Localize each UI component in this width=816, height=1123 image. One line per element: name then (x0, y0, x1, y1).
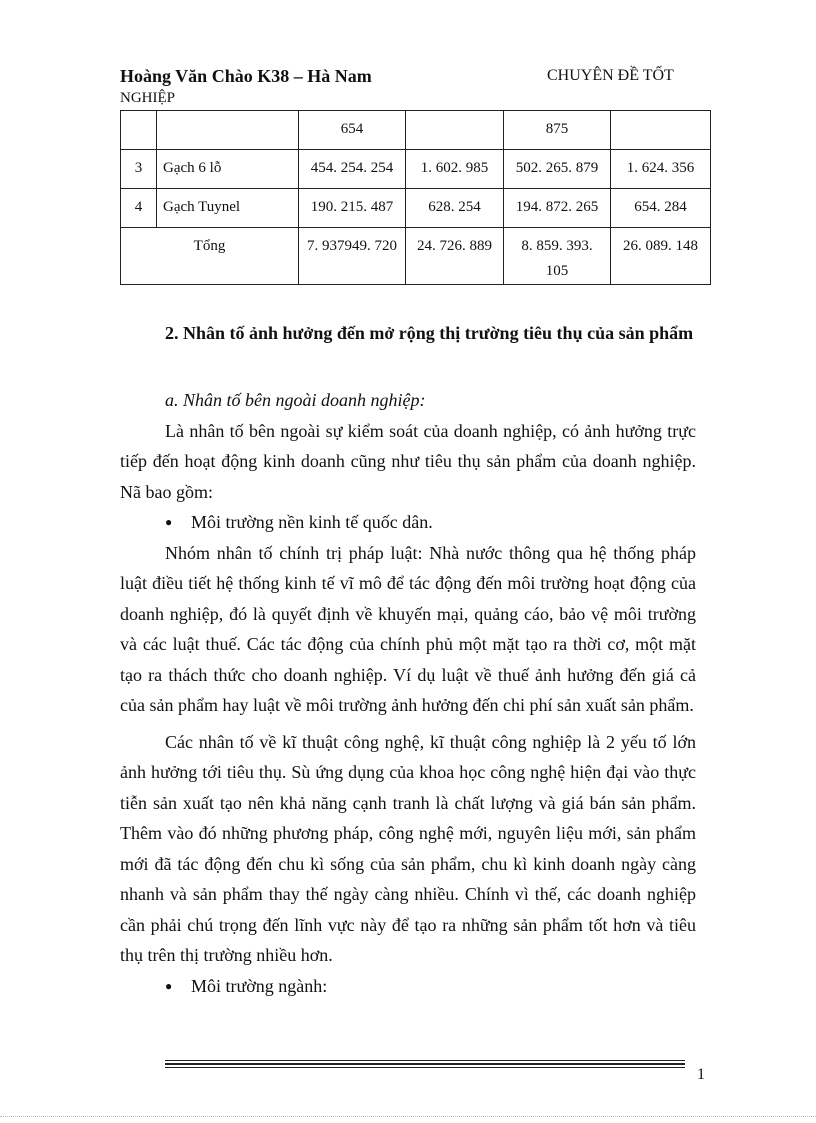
table-cell: 26. 089. 148 (611, 228, 711, 285)
page-boundary (0, 1116, 816, 1117)
bullet-item (120, 971, 696, 1002)
table-cell: 190. 215. 487 (299, 189, 406, 228)
section-content (120, 385, 696, 1001)
table-cell: Gạch Tuynel (157, 189, 299, 228)
table-cell (157, 111, 299, 150)
header-author: Hoàng Văn Chào K38 – Hà Nam (120, 66, 372, 86)
table-cell (121, 111, 157, 150)
table-cell: 654. 284 (611, 189, 711, 228)
table-cell: 654 (299, 111, 406, 150)
table-cell: 1. 624. 356 (611, 150, 711, 189)
table-cell: 194. 872. 265 (504, 189, 611, 228)
bullet-item (120, 507, 696, 538)
paragraph: Các nhân tố về kĩ thuật công nghệ, kĩ thuật công nghiệp là 2 yếu tố lớn ảnh hưởng tới tiêu thụ. Sù ứng dụng của khoa học công nghệ hiện đại vào thực tiễn sản xuất tạo nên khả năng cạnh tranh là chất lượng và giá bán sản phẩm. Thêm vào đó những phương pháp, công nghệ mới, nguyên liệu mới, sản phẩm mới đã tác động đến chu kì sống của sản phẩm, chu kì kinh doanh ngày càng nhanh và sản phẩm thay thế ngày càng nhiều. Chính vì thế, các doanh nghiệp cần phải chú trọng đến lĩnh vực này để tạo ra những sản phẩm tốt hơn và tiêu thụ trên thị trường nhiều hơn. (120, 731, 696, 965)
table-cell: 4 (121, 189, 157, 228)
table-cell: 3 (121, 150, 157, 189)
paragraph: Nhóm nhân tố chính trị pháp luật: Nhà nước thông qua hệ thống pháp luật điều tiết hệ thống kinh tế vĩ mô để tác động đến môi trường hoạt động của doanh nghiệp, đó là quyết định về khuyến mại, quảng cáo, bảo vệ môi trường và các luật thuế. Các tác động của chính phủ một mặt tạo ra thời cơ, một mặt tạo ra thách thức cho doanh nghiệp. Ví dụ luật về thuế ảnh hưởng đến giá cả của sản phẩm hay luật về môi trường ảnh hưởng đến chi phí sản xuất sản phẩm. (120, 542, 696, 715)
table-cell: 8. 859. 393. 105 (504, 228, 611, 285)
subheading: a. Nhân tố bên ngoài doanh nghiệp: (165, 390, 426, 410)
data-table (120, 110, 711, 285)
bullet-dot-icon: ● (165, 978, 173, 993)
table-cell: 24. 726. 889 (406, 228, 504, 285)
table-cell: 628. 254 (406, 189, 504, 228)
header-title-continued: NGHIỆP (120, 90, 175, 106)
table-row (121, 111, 711, 150)
table-cell: 7. 937949. 720 (299, 228, 406, 285)
table-cell: 502. 265. 879 (504, 150, 611, 189)
heading-text: 2. Nhân tố ảnh hưởng đến mở rộng thị trường tiêu thụ của sản phẩm (165, 323, 694, 343)
header-title: CHUYÊN ĐỀ TỐT (547, 67, 674, 84)
table-row (121, 150, 711, 189)
table-row (121, 189, 711, 228)
table-cell (406, 111, 504, 150)
table-cell: 1. 602. 985 (406, 150, 504, 189)
footer-rule (165, 1060, 685, 1068)
table-cell (611, 111, 711, 150)
bullet-text: Môi trường nền kinh tế quốc dân. (191, 512, 433, 532)
section-heading (120, 318, 696, 349)
bullet-text: Môi trường ngành: (191, 975, 328, 996)
page-number: 1 (697, 1066, 705, 1083)
bullet-dot-icon: ● (165, 515, 173, 529)
table-cell: Gạch 6 lỗ (157, 150, 299, 189)
total-label: Tổng (121, 228, 299, 285)
paragraph: Là nhân tố bên ngoài sự kiểm soát của doanh nghiệp, có ảnh hưởng trực tiếp đến hoạt động kinh doanh cũng như tiêu thụ sản phẩm của doanh nghiệp. Nã bao gồm: (120, 420, 696, 502)
table-total-row (121, 228, 711, 285)
table-cell: 454. 254. 254 (299, 150, 406, 189)
table-cell: 875 (504, 111, 611, 150)
